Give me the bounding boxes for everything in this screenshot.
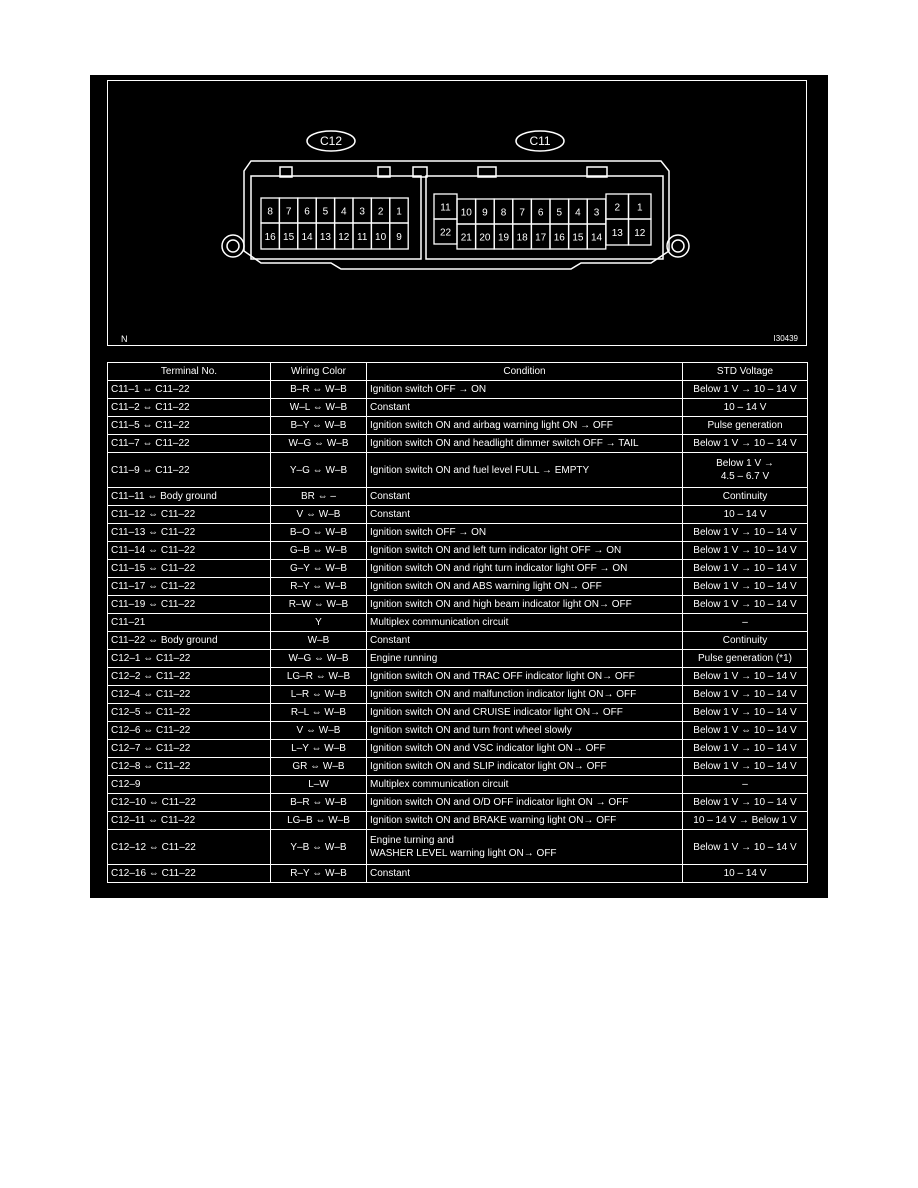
pin-number: 12: [634, 228, 646, 239]
pin-number: 10: [460, 207, 472, 219]
condition-cell: Ignition switch ON and CRUISE indicator light ON→ OFF: [367, 704, 683, 722]
table-row: [108, 865, 808, 883]
terminal-cell: C12–16 ⇔ C11–22: [108, 865, 271, 883]
terminal-cell: C12–2 ⇔ C11–22: [108, 668, 271, 686]
c11-label: C11: [529, 134, 551, 148]
std-voltage-cell: –: [683, 614, 808, 632]
pin-number: 22: [439, 227, 452, 239]
table-row: [108, 812, 808, 830]
wiring-color-cell: R–W ⇔ W–B: [271, 596, 367, 614]
pin-number: 2: [377, 206, 384, 218]
pin-number: 19: [497, 232, 510, 244]
terminal-cell: C12–4 ⇔ C11–22: [108, 686, 271, 704]
std-voltage-cell: 10 – 14 V → Below 1 V: [683, 812, 808, 830]
wiring-color-cell: Y–B ⇔ W–B: [271, 830, 367, 865]
pin-number: 11: [440, 202, 451, 214]
std-voltage-cell: Below 1 V ⇔ 10 – 14 V: [683, 722, 808, 740]
terminal-cell: C12–7 ⇔ C11–22: [108, 740, 271, 758]
table-row: [108, 488, 808, 506]
pin-number: 1: [636, 202, 643, 214]
pin-number: 10: [375, 232, 387, 243]
pin-number: 8: [500, 207, 507, 219]
terminal-cell: C12–6 ⇔ C11–22: [108, 722, 271, 740]
mount-ring-left: [222, 235, 244, 257]
wiring-color-cell: B–R ⇔ W–B: [271, 794, 367, 812]
pin-number: 21: [460, 232, 472, 244]
std-voltage-cell: 10 – 14 V: [683, 865, 808, 883]
wiring-color-cell: R–Y ⇔ W–B: [271, 578, 367, 596]
condition-cell: Constant: [367, 488, 683, 506]
c12-housing: [251, 176, 421, 259]
condition-cell: Ignition switch ON and headlight dimmer switch OFF → TAIL: [367, 435, 683, 453]
pin-number: 11: [357, 232, 368, 243]
condition-cell: Engine turning and WASHER LEVEL warning light ON→ OFF: [367, 830, 683, 865]
terminal-cell: C11–1 ⇔ C11–22: [108, 381, 271, 399]
condition-cell: Ignition switch OFF → ON: [367, 524, 683, 542]
condition-cell: Ignition switch ON and O/D OFF indicator light ON → OFF: [367, 794, 683, 812]
terminal-cell: C12–10 ⇔ C11–22: [108, 794, 271, 812]
pin-number: 14: [590, 232, 603, 244]
pin-number: 9: [396, 232, 402, 243]
pin-number: 9: [482, 207, 488, 219]
pin-number: 3: [359, 206, 365, 218]
wiring-color-cell: R–Y ⇔ W–B: [271, 865, 367, 883]
header-condition: Condition: [367, 363, 683, 381]
figure-id: I30439: [773, 334, 798, 343]
pin-number: 5: [556, 207, 563, 219]
terminal-cell: C11–11 ⇔ Body ground: [108, 488, 271, 506]
pin-number: 18: [516, 232, 528, 244]
pin-number: 4: [341, 206, 347, 218]
pin-number: 7: [285, 206, 292, 218]
condition-cell: Ignition switch ON and airbag warning light ON → OFF: [367, 417, 683, 435]
table-row: [108, 435, 808, 453]
table-row: [108, 596, 808, 614]
wiring-color-cell: GR ⇔ W–B: [271, 758, 367, 776]
table-row: [108, 381, 808, 399]
wiring-color-cell: L–R ⇔ W–B: [271, 686, 367, 704]
std-voltage-cell: Below 1 V → 10 – 14 V: [683, 381, 808, 399]
terminal-cell: C11–2 ⇔ C11–22: [108, 399, 271, 417]
mount-ring-right: [667, 235, 689, 257]
terminal-cell: C11–12 ⇔ C11–22: [108, 506, 271, 524]
condition-cell: Ignition switch ON and malfunction indicator light ON→ OFF: [367, 686, 683, 704]
table-row: [108, 524, 808, 542]
pin-number: 2: [614, 202, 621, 214]
pin-number: 13: [611, 228, 623, 239]
c12-label: C12: [319, 134, 343, 148]
std-voltage-cell: Continuity: [683, 488, 808, 506]
table-row: [108, 453, 808, 488]
pin-number: 20: [479, 232, 491, 244]
wiring-color-cell: G–Y ⇔ W–B: [271, 560, 367, 578]
condition-cell: Ignition switch OFF → ON: [367, 381, 683, 399]
wiring-color-cell: Y: [271, 614, 367, 632]
terminal-cell: C11–5 ⇔ C11–22: [108, 417, 271, 435]
connector-drawing: [108, 81, 808, 347]
pin-number: 6: [537, 207, 544, 219]
condition-cell: Ignition switch ON and BRAKE warning light ON→ OFF: [367, 812, 683, 830]
orientation-mark: N: [121, 334, 128, 344]
terminal-cell: C11–7 ⇔ C11–22: [108, 435, 271, 453]
terminal-cell: C11–13 ⇔ C11–22: [108, 524, 271, 542]
terminal-cell: C12–12 ⇔ C11–22: [108, 830, 271, 865]
condition-cell: Constant: [367, 632, 683, 650]
wiring-color-cell: W–B: [271, 632, 367, 650]
condition-cell: Ignition switch ON and turn front wheel slowly: [367, 722, 683, 740]
table-row: [108, 560, 808, 578]
wiring-color-cell: W–G ⇔ W–B: [271, 650, 367, 668]
pin-number: 16: [264, 232, 276, 243]
std-voltage-cell: Below 1 V → 10 – 14 V: [683, 686, 808, 704]
table-row: [108, 399, 808, 417]
pin-number: 14: [301, 232, 313, 243]
table-row: [108, 830, 808, 865]
header-wiring-color: Wiring Color: [271, 363, 367, 381]
std-voltage-cell: 10 – 14 V: [683, 506, 808, 524]
table-row: [108, 632, 808, 650]
std-voltage-cell: Below 1 V → 4.5 – 6.7 V: [683, 453, 808, 488]
table-header: [108, 363, 808, 381]
std-voltage-cell: 10 – 14 V: [683, 399, 808, 417]
table-row: [108, 758, 808, 776]
mount-hole-left: [227, 240, 239, 252]
table-row: [108, 417, 808, 435]
table-row: [108, 794, 808, 812]
table-row: [108, 722, 808, 740]
condition-cell: Engine running: [367, 650, 683, 668]
pin-number: 3: [593, 207, 600, 219]
condition-cell: Multiplex communication circuit: [367, 776, 683, 794]
std-voltage-cell: Below 1 V → 10 – 14 V: [683, 542, 808, 560]
wiring-color-cell: L–Y ⇔ W–B: [271, 740, 367, 758]
connector-diagram: [107, 80, 807, 346]
terminal-cell: C11–22 ⇔ Body ground: [108, 632, 271, 650]
wiring-color-cell: W–L ⇔ W–B: [271, 399, 367, 417]
std-voltage-cell: Below 1 V → 10 – 14 V: [683, 758, 808, 776]
terminal-cell: C11–9 ⇔ C11–22: [108, 453, 271, 488]
std-voltage-cell: Below 1 V → 10 – 14 V: [683, 596, 808, 614]
terminal-cell: C12–11 ⇔ C11–22: [108, 812, 271, 830]
table-row: [108, 614, 808, 632]
std-voltage-cell: Below 1 V → 10 – 14 V: [683, 740, 808, 758]
terminal-cell: C12–9: [108, 776, 271, 794]
wiring-color-cell: B–Y ⇔ W–B: [271, 417, 367, 435]
terminal-cell: C12–8 ⇔ C11–22: [108, 758, 271, 776]
pin-number: 15: [572, 232, 584, 244]
table-row: [108, 776, 808, 794]
wiring-color-cell: G–B ⇔ W–B: [271, 542, 367, 560]
condition-cell: Ignition switch ON and right turn indicator light OFF → ON: [367, 560, 683, 578]
terminal-cell: C12–5 ⇔ C11–22: [108, 704, 271, 722]
pin-number: 1: [396, 206, 402, 218]
wiring-color-cell: V ⇔ W–B: [271, 722, 367, 740]
wiring-color-cell: W–G ⇔ W–B: [271, 435, 367, 453]
terminal-cell: C11–17 ⇔ C11–22: [108, 578, 271, 596]
table-row: [108, 578, 808, 596]
terminal-cell: C11–14 ⇔ C11–22: [108, 542, 271, 560]
std-voltage-cell: –: [683, 776, 808, 794]
condition-cell: Ignition switch ON and left turn indicator light OFF → ON: [367, 542, 683, 560]
pin-number: 4: [575, 207, 581, 219]
std-voltage-cell: Below 1 V → 10 – 14 V: [683, 704, 808, 722]
pin-number: 8: [267, 206, 273, 218]
std-voltage-cell: Pulse generation: [683, 417, 808, 435]
condition-cell: Constant: [367, 506, 683, 524]
std-voltage-cell: Continuity: [683, 632, 808, 650]
condition-cell: Ignition switch ON and high beam indicator light ON→ OFF: [367, 596, 683, 614]
table-row: [108, 506, 808, 524]
header-terminal: Terminal No.: [108, 363, 271, 381]
std-voltage-cell: Below 1 V → 10 – 14 V: [683, 560, 808, 578]
std-voltage-cell: Below 1 V → 10 – 14 V: [683, 435, 808, 453]
condition-cell: Ignition switch ON and VSC indicator light ON→ OFF: [367, 740, 683, 758]
wiring-color-cell: B–O ⇔ W–B: [271, 524, 367, 542]
wiring-color-cell: LG–R ⇔ W–B: [271, 668, 367, 686]
std-voltage-cell: Below 1 V → 10 – 14 V: [683, 830, 808, 865]
table-row: [108, 542, 808, 560]
condition-cell: Ignition switch ON and SLIP indicator light ON→ OFF: [367, 758, 683, 776]
std-voltage-cell: Below 1 V → 10 – 14 V: [683, 524, 808, 542]
wiring-color-cell: Y–G ⇔ W–B: [271, 453, 367, 488]
mount-hole-right: [672, 240, 684, 252]
table-row: [108, 704, 808, 722]
std-voltage-cell: Below 1 V → 10 – 14 V: [683, 668, 808, 686]
wiring-color-cell: BR ⇔ –: [271, 488, 367, 506]
terminal-cell: C12–1 ⇔ C11–22: [108, 650, 271, 668]
pin-number: 5: [322, 206, 329, 218]
condition-cell: Ignition switch ON and ABS warning light ON→ OFF: [367, 578, 683, 596]
table-row: [108, 740, 808, 758]
terminal-cell: C11–19 ⇔ C11–22: [108, 596, 271, 614]
terminal-table: [107, 362, 808, 883]
table-row: [108, 686, 808, 704]
condition-cell: Constant: [367, 865, 683, 883]
pin-number: 7: [519, 207, 525, 219]
pin-number: 12: [338, 232, 350, 243]
wiring-color-cell: R–L ⇔ W–B: [271, 704, 367, 722]
terminal-cell: C11–21: [108, 614, 271, 632]
wiring-color-cell: LG–B ⇔ W–B: [271, 812, 367, 830]
condition-cell: Multiplex communication circuit: [367, 614, 683, 632]
table-row: [108, 668, 808, 686]
condition-cell: Ignition switch ON and fuel level FULL → EMPTY: [367, 453, 683, 488]
pin-number: 13: [319, 232, 331, 243]
table-row: [108, 650, 808, 668]
wiring-color-cell: V ⇔ W–B: [271, 506, 367, 524]
pin-number: 17: [535, 232, 547, 244]
header-std-voltage: STD Voltage: [683, 363, 808, 381]
std-voltage-cell: Below 1 V → 10 – 14 V: [683, 794, 808, 812]
condition-cell: Constant: [367, 399, 683, 417]
condition-cell: Ignition switch ON and TRAC OFF indicator light ON→ OFF: [367, 668, 683, 686]
std-voltage-cell: Below 1 V → 10 – 14 V: [683, 578, 808, 596]
wiring-color-cell: L–W: [271, 776, 367, 794]
wiring-color-cell: B–R ⇔ W–B: [271, 381, 367, 399]
pin-number: 6: [304, 206, 310, 218]
pin-number: 15: [283, 232, 295, 243]
pin-number: 16: [553, 232, 565, 244]
std-voltage-cell: Pulse generation (*1): [683, 650, 808, 668]
terminal-cell: C11–15 ⇔ C11–22: [108, 560, 271, 578]
